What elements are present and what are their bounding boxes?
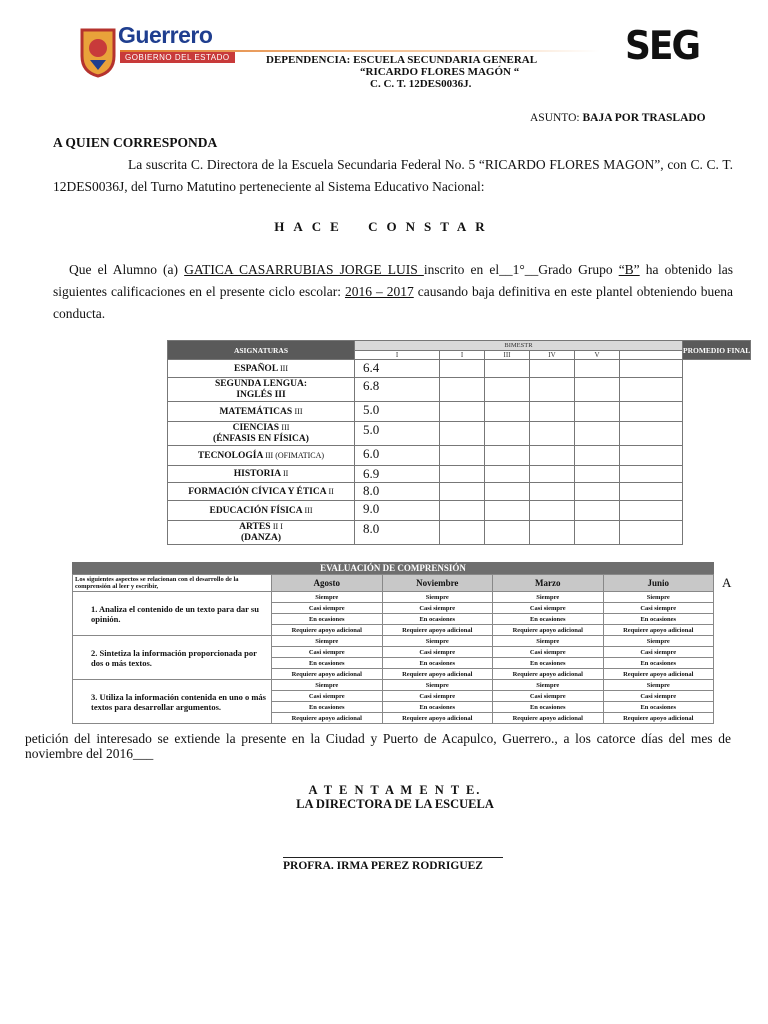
grade-row [168, 483, 751, 501]
director-title: LA DIRECTORA DE LA ESCUELA [296, 797, 494, 811]
subject-name: FORMACIÓN CÍVICA Y ÉTICA [188, 486, 327, 497]
empty-grade-cell [485, 466, 530, 483]
final-average-cell [620, 402, 683, 422]
evaluation-header-row [73, 575, 714, 592]
signature-line [283, 857, 503, 858]
grade-row [168, 422, 751, 446]
option-cell: En ocasiones [272, 658, 383, 669]
option-cell: Siempre [382, 680, 493, 691]
grade-cell: 6.8 [355, 378, 440, 402]
aspect-cell [73, 636, 272, 680]
grades-header-row-1 [168, 341, 751, 351]
subject-cell [168, 360, 355, 378]
option-cell: En ocasiones [493, 702, 604, 713]
subject-level: II [328, 486, 334, 496]
trailing-letter: A [722, 575, 732, 590]
asunto-label: ASUNTO: [530, 112, 580, 124]
bimestre-label-blank [620, 351, 683, 360]
aspect-number: 1. [91, 603, 98, 614]
subject-cell [168, 402, 355, 422]
grade-cell: 5.0 [355, 402, 440, 422]
subject-level: II [282, 469, 289, 478]
asunto-value: BAJA POR TRASLADO [582, 112, 706, 124]
option-cell: Requiere apoyo adicional [493, 625, 604, 636]
grade-row [168, 402, 751, 422]
empty-grade-cell [575, 483, 620, 501]
subject-cell [168, 422, 355, 446]
final-average-cell [620, 378, 683, 402]
option-cell: En ocasiones [272, 702, 383, 713]
aspect-number: 3. [91, 691, 98, 702]
option-cell: En ocasiones [382, 658, 493, 669]
empty-grade-cell [530, 360, 575, 378]
subject-name: ESPAÑOL [233, 363, 278, 374]
empty-grade-cell [485, 360, 530, 378]
option-cell: Requiere apoyo adicional [272, 669, 383, 680]
atentamente: A T E N T A M E N T E. [308, 783, 482, 797]
option-cell: Siempre [603, 680, 714, 691]
empty-grade-cell [440, 521, 485, 545]
option-cell: Casi siempre [603, 603, 714, 614]
grade-row [168, 360, 751, 378]
option-cell: En ocasiones [493, 658, 604, 669]
empty-grade-cell [440, 422, 485, 446]
subject-detail: (DANZA) [240, 533, 282, 543]
p2-text-4: ha obtenido las siguientes calificaciones en el presente ciclo escolar: [53, 262, 733, 299]
empty-grade-cell [575, 422, 620, 446]
col-promedio-header: PROMEDIO FINAL [683, 341, 751, 360]
grade-row [168, 466, 751, 483]
intro-paragraph [53, 154, 733, 198]
salutation: A QUIEN CORRESPONDA [53, 135, 218, 150]
empty-grade-cell [530, 378, 575, 402]
evaluation-body [73, 592, 714, 724]
subject-level: III [280, 363, 288, 373]
logo-wordmark: Guerrero [118, 22, 213, 48]
subject-cell [168, 378, 355, 402]
option-cell: En ocasiones [603, 614, 714, 625]
grade-row [168, 378, 751, 402]
subject-level: III [304, 505, 313, 515]
final-average-cell [620, 466, 683, 483]
empty-grade-cell [530, 466, 575, 483]
option-cell: Siempre [603, 636, 714, 647]
final-average-cell [620, 360, 683, 378]
option-cell: Casi siempre [272, 603, 383, 614]
aspect-text: Sintetiza la información proporcionada por dos o más textos. [91, 647, 257, 668]
bimestre-label: III [485, 351, 530, 360]
subject-cell [168, 446, 355, 466]
evaluation-row [73, 680, 714, 691]
evaluation-title: EVALUACIÓN DE COMPRENSIÓN [72, 562, 714, 574]
empty-grade-cell [575, 501, 620, 521]
option-cell: Requiere apoyo adicional [382, 669, 493, 680]
option-cell: En ocasiones [382, 614, 493, 625]
month-header: Junio [603, 575, 714, 592]
final-average-cell [620, 446, 683, 466]
aspect-number: 2. [91, 647, 98, 658]
guerrero-logo [70, 22, 245, 86]
option-cell: Requiere apoyo adicional [382, 713, 493, 724]
option-cell: En ocasiones [272, 614, 383, 625]
evaluation-section [72, 562, 714, 724]
subject-level: III (OFIMATICA) [265, 450, 325, 460]
empty-grade-cell [575, 360, 620, 378]
dependencia-line-2: “RICARDO FLORES MAGÓN “ [360, 66, 520, 78]
p2-text-5: causando baja definitiva en este plantel obteniendo buena conducta. [53, 284, 733, 321]
grade-row [168, 446, 751, 466]
subject-detail: INGLÉS III [236, 390, 286, 400]
empty-grade-cell [485, 446, 530, 466]
empty-grade-cell [440, 501, 485, 521]
dependencia-line-3: C. C. T. 12DES0036J. [370, 78, 472, 90]
grade-row [168, 521, 751, 545]
dependencia-line-1: DEPENDENCIA: ESCUELA SECUNDARIA GENERAL [266, 54, 538, 66]
option-cell: Siempre [382, 636, 493, 647]
option-cell: Casi siempre [493, 603, 604, 614]
hace-constar-heading: HACE CONSTAR [274, 219, 494, 234]
grade-cell: 5.0 [355, 422, 440, 446]
empty-grade-cell [575, 466, 620, 483]
subject-level: III [281, 423, 290, 432]
subject-name: TECNOLOGÍA [197, 450, 263, 461]
asunto-line [530, 112, 706, 124]
col-subjects-header: ASIGNATURAS [168, 341, 355, 360]
closing-paragraph: petición del interesado se extiende la presente en la Ciudad y Puerto de Acapulco, Guerrero., a los catorce días del mes de noviembre del 2016___ [25, 731, 731, 761]
bimestre-label: I [440, 351, 485, 360]
evaluation-intro: Los siguientes aspectos se relacionan con el desarrollo de la comprensión al leer y escribir, [73, 575, 272, 592]
option-cell: Requiere apoyo adicional [493, 713, 604, 724]
evaluation-row [73, 592, 714, 603]
subject-level: II I [272, 522, 283, 531]
subject-name: HISTORIA [233, 469, 281, 479]
option-cell: En ocasiones [603, 658, 714, 669]
group-value: “B” [618, 262, 640, 277]
grade-value: __1°__ [499, 262, 539, 277]
subject-cell [168, 501, 355, 521]
grade-cell: 6.0 [355, 446, 440, 466]
p2-text-2: inscrito en el [423, 262, 500, 277]
option-cell: Requiere apoyo adicional [272, 625, 383, 636]
empty-grade-cell [440, 360, 485, 378]
empty-grade-cell [440, 378, 485, 402]
empty-grade-cell [575, 378, 620, 402]
empty-grade-cell [440, 483, 485, 501]
empty-grade-cell [530, 483, 575, 501]
seg-logo: SEG [625, 23, 700, 70]
evaluation-table [72, 574, 714, 724]
empty-grade-cell [440, 446, 485, 466]
empty-grade-cell [485, 483, 530, 501]
empty-grade-cell [575, 402, 620, 422]
empty-grade-cell [575, 446, 620, 466]
option-cell: Siempre [272, 680, 383, 691]
subject-cell [168, 521, 355, 545]
empty-grade-cell [575, 521, 620, 545]
aspect-text: Utiliza la información contenida en uno o más textos para desarrollar argumentos. [91, 691, 266, 712]
p2-text-1: Que el Alumno (a) [69, 262, 185, 277]
col-bimestre-header: BIMESTR [355, 341, 683, 351]
option-cell: Siempre [603, 592, 714, 603]
option-cell: Requiere apoyo adicional [603, 713, 714, 724]
month-header: Agosto [272, 575, 383, 592]
option-cell: Siempre [272, 636, 383, 647]
school-cycle: 2016 – 2017 [344, 284, 414, 299]
grade-cell: 9.0 [355, 501, 440, 521]
grade-cell: 8.0 [355, 483, 440, 501]
aspect-cell [73, 680, 272, 724]
month-header: Noviembre [382, 575, 493, 592]
p2-text-3: Grado Grupo [538, 262, 619, 277]
grade-row [168, 501, 751, 521]
grade-cell: 8.0 [355, 521, 440, 545]
evaluation-row [73, 636, 714, 647]
empty-grade-cell [530, 422, 575, 446]
dependencia-block [230, 54, 610, 90]
option-cell: Requiere apoyo adicional [603, 625, 714, 636]
state-shield-icon [78, 26, 118, 78]
empty-grade-cell [485, 501, 530, 521]
header-rule [120, 50, 600, 52]
option-cell: Casi siempre [382, 691, 493, 702]
option-cell: En ocasiones [603, 702, 714, 713]
aspect-cell [73, 592, 272, 636]
option-cell: Siempre [493, 636, 604, 647]
student-paragraph [53, 259, 733, 325]
option-cell: Casi siempre [272, 691, 383, 702]
logo-subtitle: GOBIERNO DEL ESTADO [120, 52, 235, 63]
grades-body [168, 360, 751, 545]
option-cell: Siempre [493, 592, 604, 603]
subject-cell [168, 466, 355, 483]
subject-cell [168, 483, 355, 501]
grade-cell: 6.4 [355, 360, 440, 378]
empty-grade-cell [530, 501, 575, 521]
final-average-cell [620, 521, 683, 545]
empty-grade-cell [440, 402, 485, 422]
option-cell: Siempre [493, 680, 604, 691]
option-cell: Casi siempre [272, 647, 383, 658]
director-name: PROFRA. IRMA PEREZ RODRIGUEZ [283, 860, 483, 872]
option-cell: Siempre [272, 592, 383, 603]
option-cell: Casi siempre [603, 647, 714, 658]
option-cell: En ocasiones [382, 702, 493, 713]
option-cell: Requiere apoyo adicional [382, 625, 493, 636]
option-cell: Casi siempre [493, 691, 604, 702]
intro-text: La suscrita C. Directora de la Escuela Secundaria Federal No. 5 “RICARDO FLORES MAGON”, con C. C. T. 12DES0036J, del Turno Matutino perteneciente al Sistema Educativo Nacional: [53, 157, 733, 194]
grade-cell: 6.9 [355, 466, 440, 483]
empty-grade-cell [485, 378, 530, 402]
option-cell: Casi siempre [493, 647, 604, 658]
final-average-cell [620, 501, 683, 521]
empty-grade-cell [485, 402, 530, 422]
option-cell: Requiere apoyo adicional [493, 669, 604, 680]
option-cell: Casi siempre [603, 691, 714, 702]
subject-name: CIENCIAS [232, 423, 280, 433]
option-cell: Requiere apoyo adicional [603, 669, 714, 680]
subject-name: ARTES [239, 522, 271, 532]
empty-grade-cell [440, 466, 485, 483]
grades-table [167, 340, 751, 545]
student-name: GATICA CASARRUBIAS JORGE LUIS [184, 262, 424, 277]
bimestre-label: IV [530, 351, 575, 360]
empty-grade-cell [485, 422, 530, 446]
option-cell: Requiere apoyo adicional [272, 713, 383, 724]
empty-grade-cell [530, 446, 575, 466]
final-average-cell [620, 422, 683, 446]
option-cell: Siempre [382, 592, 493, 603]
option-cell: Casi siempre [382, 647, 493, 658]
subject-detail: (ÉNFASIS EN FÍSICA) [213, 434, 309, 444]
aspect-text: Analiza el contenido de un texto para dar su opinión. [91, 603, 259, 624]
final-average-cell [620, 483, 683, 501]
subject-name: EDUCACIÓN FÍSICA [209, 505, 303, 516]
empty-grade-cell [530, 402, 575, 422]
subject-level: III [294, 406, 303, 416]
bimestre-label: V [575, 351, 620, 360]
bimestre-label: I [355, 351, 440, 360]
month-header: Marzo [493, 575, 604, 592]
subject-name: MATEMÁTICAS [219, 406, 293, 417]
empty-grade-cell [530, 521, 575, 545]
option-cell: Casi siempre [382, 603, 493, 614]
subject-name: SEGUNDA LENGUA: [214, 379, 308, 389]
empty-grade-cell [485, 521, 530, 545]
option-cell: En ocasiones [493, 614, 604, 625]
